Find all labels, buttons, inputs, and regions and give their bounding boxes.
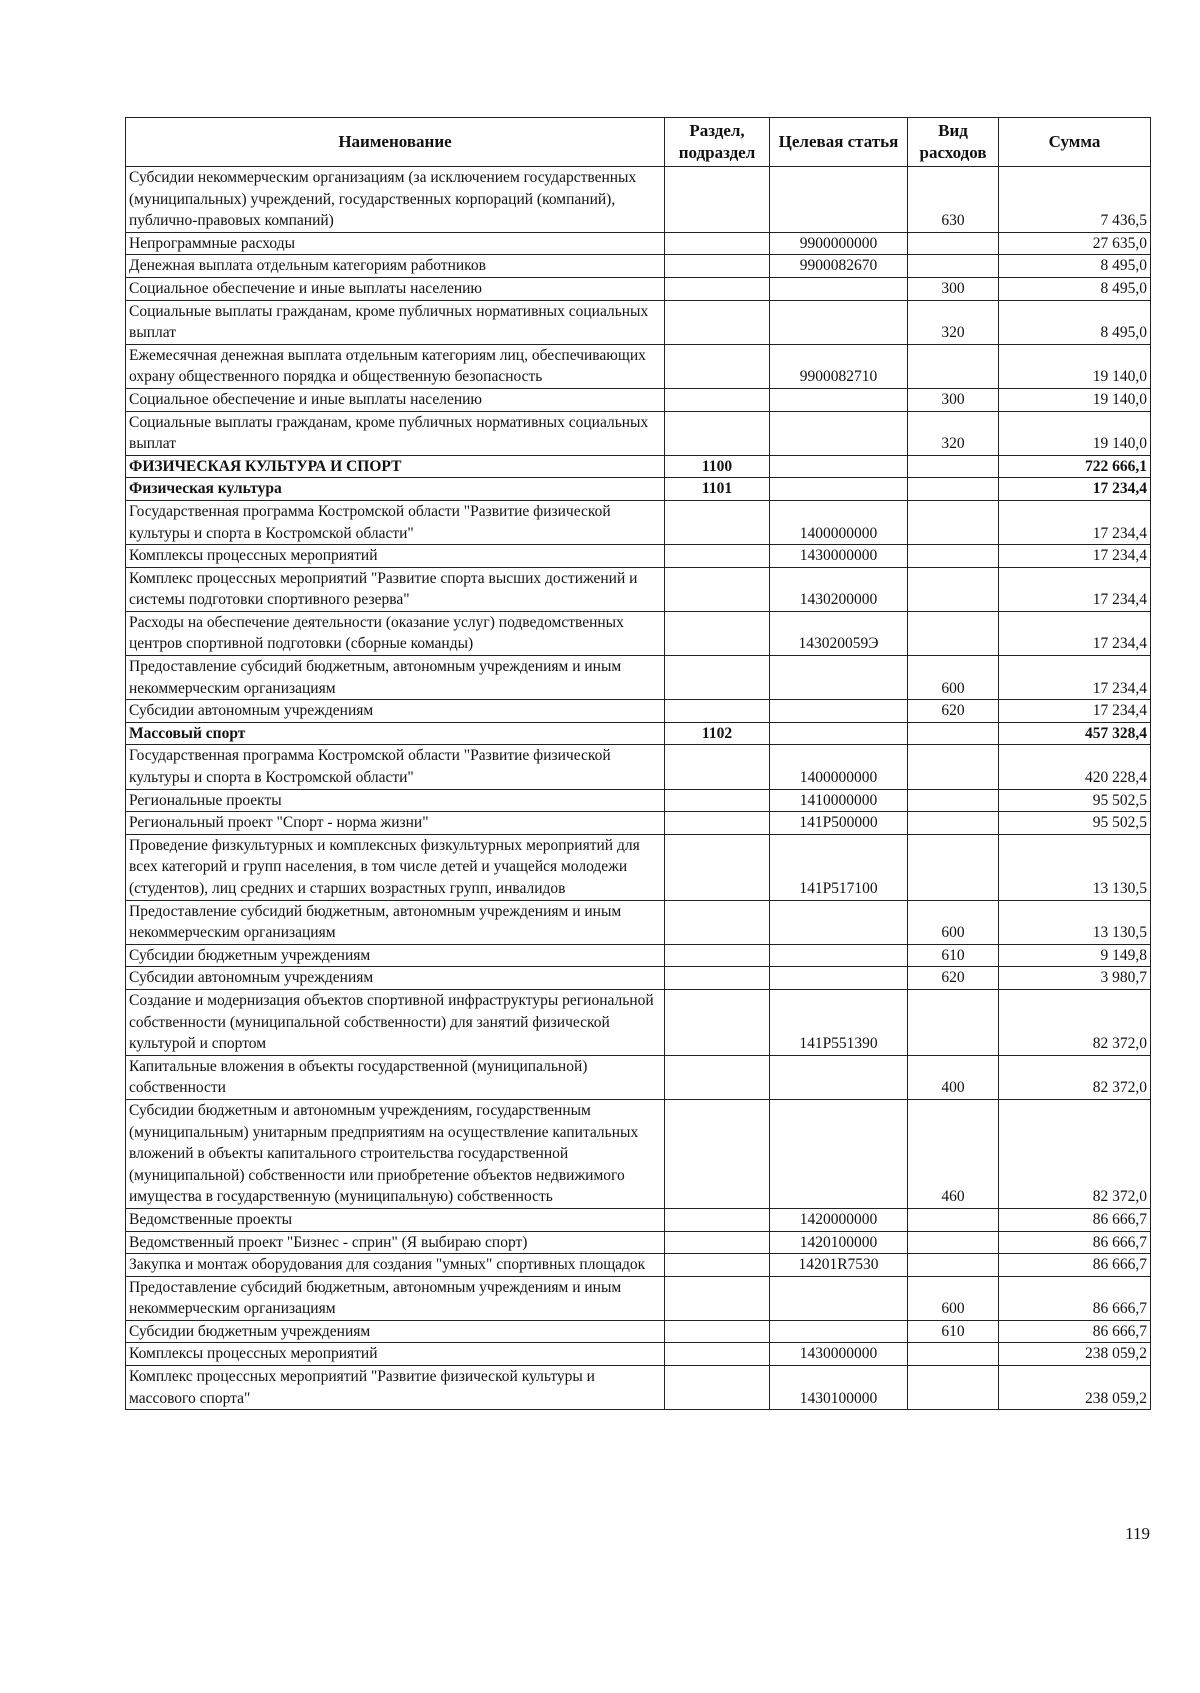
cell-target xyxy=(770,167,908,233)
cell-target xyxy=(770,1099,908,1208)
table-row xyxy=(126,1276,1151,1320)
cell-sum: 86 666,7 xyxy=(999,1231,1151,1254)
table-row xyxy=(126,344,1151,388)
cell-type: 600 xyxy=(908,900,999,944)
cell-sum: 8 495,0 xyxy=(999,277,1151,300)
cell-type: 630 xyxy=(908,167,999,233)
cell-name: Проведение физкультурных и комплексных физкультурных мероприятий для всех категорий и групп населения, в том числе детей и учащейся молодежи (студентов), лиц средних и старших возрастных групп, инвалидов xyxy=(126,834,665,900)
cell-section xyxy=(665,545,770,568)
cell-type xyxy=(908,745,999,789)
cell-target xyxy=(770,1320,908,1343)
page-number: 119 xyxy=(1125,1524,1150,1543)
header-row xyxy=(126,118,1151,167)
cell-target xyxy=(770,1276,908,1320)
cell-sum: 238 059,2 xyxy=(999,1366,1151,1410)
cell-sum: 13 130,5 xyxy=(999,900,1151,944)
cell-sum: 82 372,0 xyxy=(999,1055,1151,1099)
cell-sum: 8 495,0 xyxy=(999,255,1151,278)
cell-target xyxy=(770,967,908,990)
cell-type: 620 xyxy=(908,700,999,723)
cell-target xyxy=(770,944,908,967)
cell-section xyxy=(665,900,770,944)
cell-sum: 17 234,4 xyxy=(999,500,1151,544)
cell-type xyxy=(908,1254,999,1277)
cell-section xyxy=(665,1343,770,1366)
table-row xyxy=(126,967,1151,990)
table-row xyxy=(126,834,1151,900)
cell-type xyxy=(908,1343,999,1366)
cell-sum: 17 234,4 xyxy=(999,700,1151,723)
table-row xyxy=(126,545,1151,568)
cell-section xyxy=(665,1276,770,1320)
cell-sum: 95 502,5 xyxy=(999,789,1151,812)
cell-name: Предоставление субсидий бюджетным, автономным учреждениям и иным некоммерческим организациям xyxy=(126,1276,665,1320)
budget-table xyxy=(125,117,1151,1410)
cell-target: 1410000000 xyxy=(770,789,908,812)
cell-type: 400 xyxy=(908,1055,999,1099)
cell-name: Закупка и монтаж оборудования для создания "умных" спортивных площадок xyxy=(126,1254,665,1277)
table-row xyxy=(126,500,1151,544)
cell-sum: 95 502,5 xyxy=(999,812,1151,835)
cell-name: Субсидии автономным учреждениям xyxy=(126,700,665,723)
cell-name: Субсидии некоммерческим организациям (за исключением государственных (муниципальных) учреждений, государственных корпораций (компаний), публично-правовых компаний) xyxy=(126,167,665,233)
cell-type xyxy=(908,500,999,544)
cell-section xyxy=(665,344,770,388)
cell-section xyxy=(665,834,770,900)
cell-sum: 86 666,7 xyxy=(999,1276,1151,1320)
table-row xyxy=(126,1254,1151,1277)
cell-target: 141P500000 xyxy=(770,812,908,835)
cell-type: 460 xyxy=(908,1099,999,1208)
cell-section xyxy=(665,1254,770,1277)
cell-target: 1420100000 xyxy=(770,1231,908,1254)
cell-section xyxy=(665,567,770,611)
cell-sum: 17 234,4 xyxy=(999,611,1151,655)
table-row xyxy=(126,944,1151,967)
cell-section xyxy=(665,255,770,278)
cell-section xyxy=(665,989,770,1055)
table-row xyxy=(126,277,1151,300)
table-row xyxy=(126,700,1151,723)
cell-name: Государственная программа Костромской области "Развитие физической культуры и спорта в Костромской области" xyxy=(126,500,665,544)
cell-target xyxy=(770,1055,908,1099)
cell-name: Комплексы процессных мероприятий xyxy=(126,1343,665,1366)
cell-sum: 420 228,4 xyxy=(999,745,1151,789)
cell-target: 1430200000 xyxy=(770,567,908,611)
cell-target: 1430000000 xyxy=(770,545,908,568)
cell-sum: 82 372,0 xyxy=(999,1099,1151,1208)
cell-name: Предоставление субсидий бюджетным, автономным учреждениям и иным некоммерческим организациям xyxy=(126,900,665,944)
cell-section xyxy=(665,411,770,455)
table-header xyxy=(126,118,1151,167)
cell-type xyxy=(908,1208,999,1231)
cell-type xyxy=(908,834,999,900)
cell-section xyxy=(665,789,770,812)
header-sum: Сумма xyxy=(999,118,1151,167)
cell-type xyxy=(908,545,999,568)
cell-name: Комплекс процессных мероприятий "Развитие физической культуры и массового спорта" xyxy=(126,1366,665,1410)
cell-sum: 86 666,7 xyxy=(999,1254,1151,1277)
cell-sum: 7 436,5 xyxy=(999,167,1151,233)
cell-type xyxy=(908,722,999,745)
cell-section xyxy=(665,967,770,990)
cell-section xyxy=(665,500,770,544)
header-type: Вид расходов xyxy=(908,118,999,167)
cell-sum: 9 149,8 xyxy=(999,944,1151,967)
cell-sum: 19 140,0 xyxy=(999,411,1151,455)
cell-type: 320 xyxy=(908,300,999,344)
table-row xyxy=(126,255,1151,278)
cell-type: 300 xyxy=(908,388,999,411)
cell-target: 1400000000 xyxy=(770,745,908,789)
table-row xyxy=(126,812,1151,835)
cell-target xyxy=(770,722,908,745)
cell-name: Субсидии бюджетным учреждениям xyxy=(126,944,665,967)
cell-section xyxy=(665,167,770,233)
cell-type xyxy=(908,344,999,388)
cell-target: 141P551390 xyxy=(770,989,908,1055)
table-row xyxy=(126,1320,1151,1343)
cell-sum: 8 495,0 xyxy=(999,300,1151,344)
header-target: Целевая статья xyxy=(770,118,908,167)
cell-type: 610 xyxy=(908,1320,999,1343)
table-row xyxy=(126,388,1151,411)
cell-type: 620 xyxy=(908,967,999,990)
cell-target: 1430000000 xyxy=(770,1343,908,1366)
table-row xyxy=(126,1099,1151,1208)
cell-type xyxy=(908,255,999,278)
cell-name: Денежная выплата отдельным категориям работников xyxy=(126,255,665,278)
cell-name: Государственная программа Костромской области "Развитие физической культуры и спорта в Костромской области" xyxy=(126,745,665,789)
cell-name: Субсидии автономным учреждениям xyxy=(126,967,665,990)
cell-target: 14201R7530 xyxy=(770,1254,908,1277)
cell-target xyxy=(770,411,908,455)
table-row xyxy=(126,478,1151,501)
table-row xyxy=(126,1343,1151,1366)
cell-sum: 19 140,0 xyxy=(999,344,1151,388)
cell-sum: 457 328,4 xyxy=(999,722,1151,745)
table-row xyxy=(126,300,1151,344)
cell-target: 9900000000 xyxy=(770,232,908,255)
cell-type xyxy=(908,232,999,255)
cell-type: 600 xyxy=(908,656,999,700)
table-row xyxy=(126,411,1151,455)
cell-target xyxy=(770,455,908,478)
cell-section xyxy=(665,232,770,255)
cell-sum: 238 059,2 xyxy=(999,1343,1151,1366)
cell-name: Ведомственные проекты xyxy=(126,1208,665,1231)
cell-name: Непрограммные расходы xyxy=(126,232,665,255)
cell-section xyxy=(665,277,770,300)
cell-name: Ежемесячная денежная выплата отдельным категориям лиц, обеспечивающих охрану общественного порядка и общественную безопасность xyxy=(126,344,665,388)
cell-type xyxy=(908,611,999,655)
cell-section xyxy=(665,388,770,411)
cell-target xyxy=(770,656,908,700)
cell-sum: 17 234,4 xyxy=(999,545,1151,568)
cell-name: Субсидии бюджетным и автономным учреждениям, государственным (муниципальным) унитарным предприятиям на осуществление капитальных вложений в объекты капитального строительства государственной (муниципальной) собственности или приобретение объектов недвижимого имущества в государственную (муниципальную) собственность xyxy=(126,1099,665,1208)
cell-type: 610 xyxy=(908,944,999,967)
cell-target: 1400000000 xyxy=(770,500,908,544)
cell-name: Расходы на обеспечение деятельности (оказание услуг) подведомственных центров спортивной подготовки (сборные команды) xyxy=(126,611,665,655)
cell-target: 143020059Э xyxy=(770,611,908,655)
cell-sum: 86 666,7 xyxy=(999,1320,1151,1343)
cell-name: Региональные проекты xyxy=(126,789,665,812)
cell-section xyxy=(665,745,770,789)
cell-sum: 13 130,5 xyxy=(999,834,1151,900)
cell-name: Социальное обеспечение и иные выплаты населению xyxy=(126,388,665,411)
cell-type: 300 xyxy=(908,277,999,300)
cell-type: 600 xyxy=(908,1276,999,1320)
cell-section xyxy=(665,944,770,967)
cell-type xyxy=(908,989,999,1055)
cell-name: Физическая культура xyxy=(126,478,665,501)
table-row xyxy=(126,232,1151,255)
cell-name: Капитальные вложения в объекты государственной (муниципальной) собственности xyxy=(126,1055,665,1099)
cell-section xyxy=(665,1320,770,1343)
cell-type: 320 xyxy=(908,411,999,455)
cell-section xyxy=(665,1099,770,1208)
cell-name: Комплексы процессных мероприятий xyxy=(126,545,665,568)
table-row xyxy=(126,1208,1151,1231)
table-row xyxy=(126,900,1151,944)
cell-name: Комплекс процессных мероприятий "Развитие спорта высших достижений и системы подготовки спортивного резерва" xyxy=(126,567,665,611)
cell-sum: 722 666,1 xyxy=(999,455,1151,478)
table-row xyxy=(126,722,1151,745)
cell-target: 1420000000 xyxy=(770,1208,908,1231)
cell-name: Ведомственный проект "Бизнес - сприн" (Я выбираю спорт) xyxy=(126,1231,665,1254)
cell-name: Массовый спорт xyxy=(126,722,665,745)
cell-section: 1100 xyxy=(665,455,770,478)
cell-type xyxy=(908,1231,999,1254)
cell-sum: 3 980,7 xyxy=(999,967,1151,990)
header-section: Раздел, подраздел xyxy=(665,118,770,167)
table-row xyxy=(126,1366,1151,1410)
table-row xyxy=(126,567,1151,611)
table-row xyxy=(126,656,1151,700)
cell-name: Субсидии бюджетным учреждениям xyxy=(126,1320,665,1343)
cell-section xyxy=(665,700,770,723)
cell-section xyxy=(665,656,770,700)
cell-section: 1102 xyxy=(665,722,770,745)
cell-type xyxy=(908,1366,999,1410)
cell-section xyxy=(665,1055,770,1099)
cell-section xyxy=(665,300,770,344)
cell-section xyxy=(665,611,770,655)
cell-type xyxy=(908,567,999,611)
cell-target xyxy=(770,700,908,723)
cell-sum: 17 234,4 xyxy=(999,656,1151,700)
table-row xyxy=(126,167,1151,233)
cell-target xyxy=(770,300,908,344)
cell-section xyxy=(665,1231,770,1254)
table-row xyxy=(126,1231,1151,1254)
cell-type xyxy=(908,789,999,812)
cell-name: Предоставление субсидий бюджетным, автономным учреждениям и иным некоммерческим организациям xyxy=(126,656,665,700)
cell-name: Создание и модернизация объектов спортивной инфраструктуры региональной собственности (муниципальной собственности) для занятий физической культурой и спортом xyxy=(126,989,665,1055)
table-row xyxy=(126,1055,1151,1099)
cell-type xyxy=(908,812,999,835)
cell-section: 1101 xyxy=(665,478,770,501)
cell-sum: 19 140,0 xyxy=(999,388,1151,411)
cell-sum: 86 666,7 xyxy=(999,1208,1151,1231)
cell-type xyxy=(908,455,999,478)
cell-target: 9900082710 xyxy=(770,344,908,388)
cell-type xyxy=(908,478,999,501)
table-row xyxy=(126,745,1151,789)
table-row xyxy=(126,455,1151,478)
cell-target xyxy=(770,277,908,300)
cell-name: Социальные выплаты гражданам, кроме публичных нормативных социальных выплат xyxy=(126,300,665,344)
cell-section xyxy=(665,812,770,835)
cell-target: 9900082670 xyxy=(770,255,908,278)
table-row xyxy=(126,611,1151,655)
cell-sum: 27 635,0 xyxy=(999,232,1151,255)
cell-target xyxy=(770,900,908,944)
cell-name: ФИЗИЧЕСКАЯ КУЛЬТУРА И СПОРТ xyxy=(126,455,665,478)
cell-sum: 82 372,0 xyxy=(999,989,1151,1055)
table-body xyxy=(126,167,1151,1410)
cell-name: Социальные выплаты гражданам, кроме публичных нормативных социальных выплат xyxy=(126,411,665,455)
header-name: Наименование xyxy=(126,118,665,167)
table-row xyxy=(126,989,1151,1055)
cell-target xyxy=(770,388,908,411)
cell-sum: 17 234,4 xyxy=(999,478,1151,501)
table-row xyxy=(126,789,1151,812)
cell-section xyxy=(665,1208,770,1231)
cell-name: Социальное обеспечение и иные выплаты населению xyxy=(126,277,665,300)
cell-name: Региональный проект "Спорт - норма жизни" xyxy=(126,812,665,835)
cell-section xyxy=(665,1366,770,1410)
cell-target xyxy=(770,478,908,501)
cell-sum: 17 234,4 xyxy=(999,567,1151,611)
cell-target: 1430100000 xyxy=(770,1366,908,1410)
cell-target: 141P517100 xyxy=(770,834,908,900)
